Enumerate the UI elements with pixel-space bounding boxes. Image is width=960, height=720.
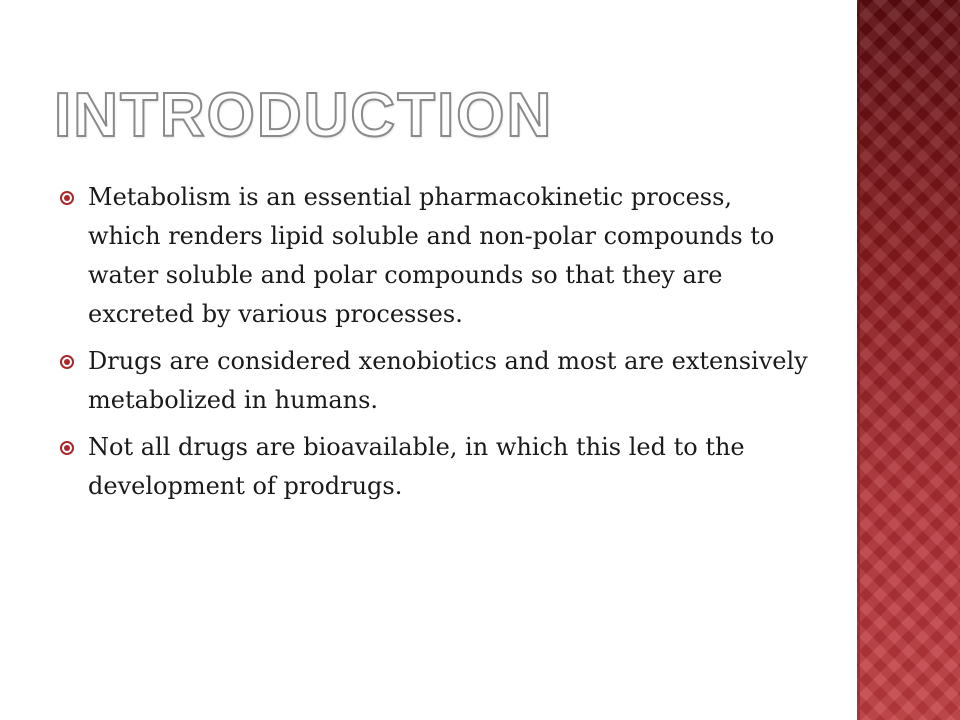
bullet-item bbox=[60, 428, 810, 506]
slide-title: INTRODUCTION bbox=[54, 81, 554, 150]
circled-dot-bullet-icon bbox=[60, 355, 74, 369]
bullet-text: Metabolism is an essential pharmacokinetic process, which renders lipid soluble and non-polar compounds to water soluble and polar compounds so that they are excreted by various processes. bbox=[88, 183, 775, 328]
bullet-text: Not all drugs are bioavailable, in which this led to the development of prodrugs. bbox=[88, 433, 745, 500]
bullet-item bbox=[60, 178, 810, 334]
circled-dot-bullet-icon bbox=[60, 441, 74, 455]
side-band-edge bbox=[857, 0, 860, 720]
bullet-list bbox=[60, 178, 810, 514]
decorative-side-band bbox=[857, 0, 960, 720]
bullet-item bbox=[60, 342, 810, 420]
circled-dot-bullet-icon bbox=[60, 191, 74, 205]
bullet-text: Drugs are considered xenobiotics and most are extensively metabolized in humans. bbox=[88, 347, 808, 414]
